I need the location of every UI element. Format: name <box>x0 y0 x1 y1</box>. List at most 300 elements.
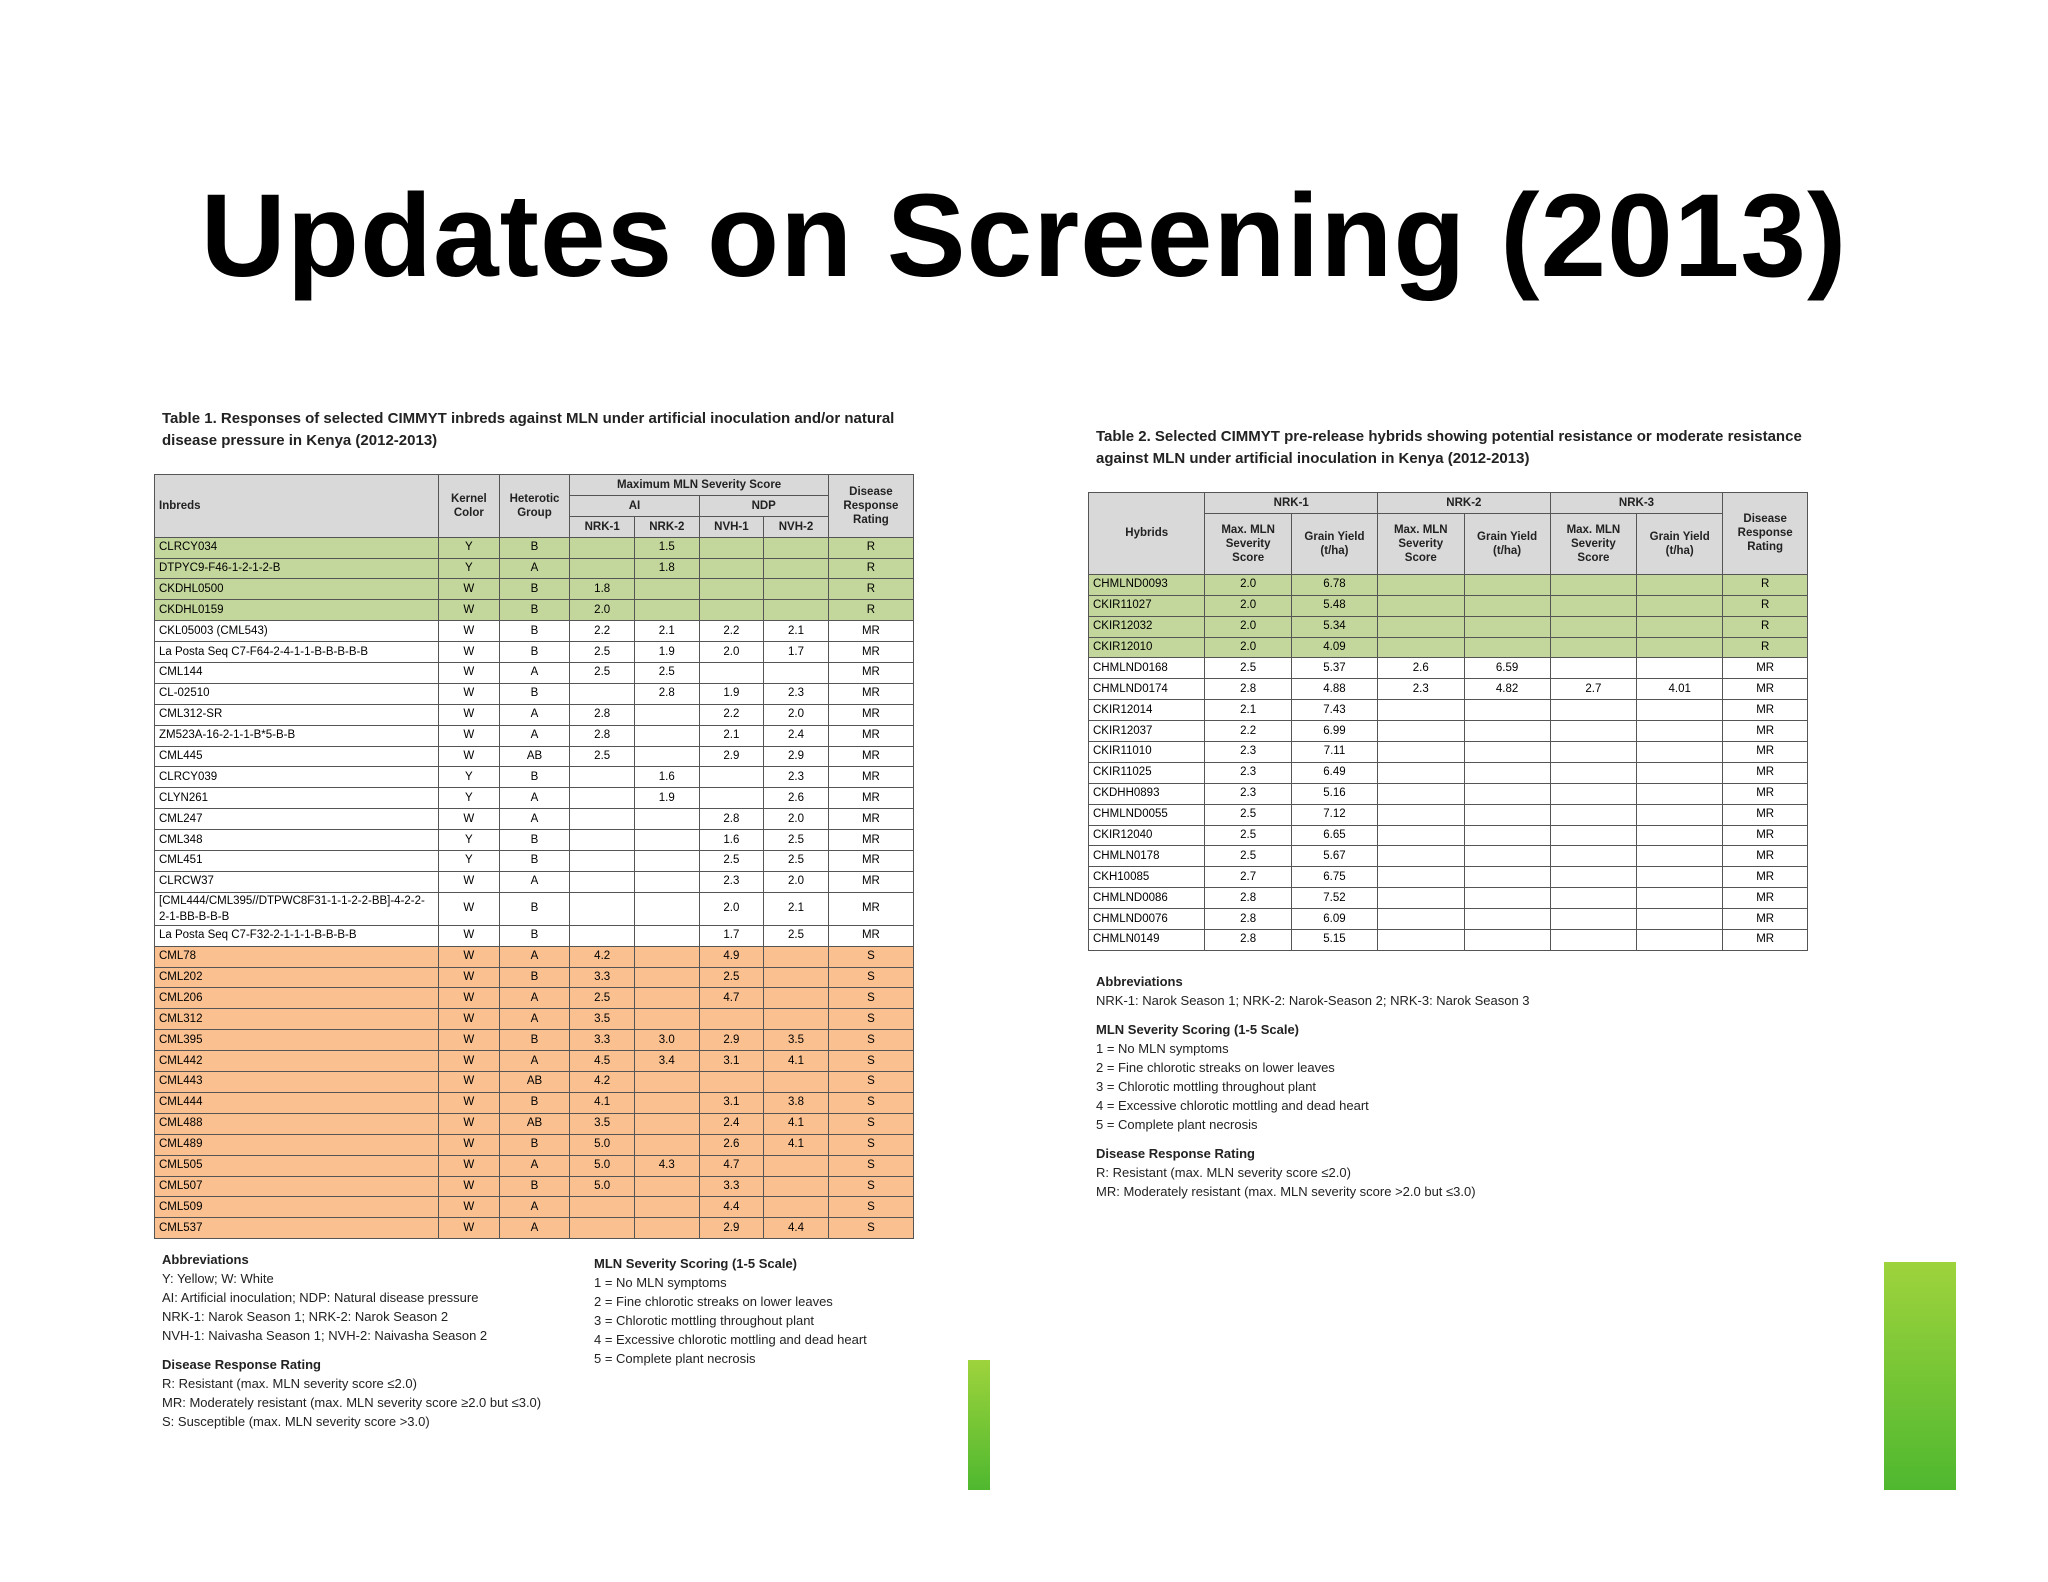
table-cell: S <box>828 1072 913 1093</box>
table-cell: 2.5 <box>1205 658 1291 679</box>
table-row <box>155 1072 914 1093</box>
table-cell <box>764 663 829 684</box>
table-cell: 2.8 <box>1205 930 1291 951</box>
row-label-cell: CML202 <box>155 967 439 988</box>
table-cell: 2.8 <box>699 809 764 830</box>
table-cell <box>570 892 635 925</box>
table-cell: 2.5 <box>570 746 635 767</box>
table-cell <box>699 767 764 788</box>
table-row <box>155 558 914 579</box>
table-cell <box>1378 595 1464 616</box>
table-cell: 2.5 <box>1205 804 1291 825</box>
table-cell: 5.0 <box>570 1134 635 1155</box>
table-cell: 3.5 <box>570 1113 635 1134</box>
table-cell: 7.11 <box>1291 742 1377 763</box>
table-cell: 1.9 <box>699 683 764 704</box>
notes-line: MR: Moderately resistant (max. MLN severity score >2.0 but ≤3.0) <box>1096 1184 1476 1199</box>
table-cell <box>1464 825 1550 846</box>
table-cell <box>1464 804 1550 825</box>
table-cell: S <box>828 1009 913 1030</box>
table-row <box>155 851 914 872</box>
table-cell <box>634 1176 699 1197</box>
table-row <box>1089 637 1808 658</box>
table-cell <box>1378 637 1464 658</box>
table-row <box>155 788 914 809</box>
row-label-cell: CHMLN0178 <box>1089 846 1205 867</box>
table-cell: 2.1 <box>1205 700 1291 721</box>
row-label-cell: CML505 <box>155 1155 439 1176</box>
table-cell: B <box>499 925 570 946</box>
table-cell: 2.1 <box>634 621 699 642</box>
table-cell: 4.01 <box>1637 679 1723 700</box>
table-cell: 4.2 <box>570 1072 635 1093</box>
row-label-cell: CLYN261 <box>155 788 439 809</box>
table-cell: B <box>499 1030 570 1051</box>
table-cell <box>634 1009 699 1030</box>
table-row <box>1089 867 1808 888</box>
table-row <box>155 600 914 621</box>
table-cell: W <box>439 1030 500 1051</box>
table-cell: MR <box>828 892 913 925</box>
table-cell <box>1378 888 1464 909</box>
row-label-cell: CML443 <box>155 1072 439 1093</box>
table-cell: MR <box>1723 804 1808 825</box>
table-cell: A <box>499 704 570 725</box>
notes-heading: Abbreviations <box>1096 974 1183 989</box>
table1-body <box>155 537 914 1239</box>
table-cell: 2.5 <box>634 663 699 684</box>
table-cell: W <box>439 1051 500 1072</box>
row-label-cell: La Posta Seq C7-F64-2-4-1-1-B-B-B-B-B <box>155 642 439 663</box>
table-cell <box>1637 909 1723 930</box>
table2-panel <box>1084 418 1884 1238</box>
table-cell: W <box>439 683 500 704</box>
notes-line: 3 = Chlorotic mottling throughout plant <box>594 1313 815 1328</box>
table-cell: 2.8 <box>570 725 635 746</box>
notes-heading: MLN Severity Scoring (1-5 Scale) <box>1096 1022 1300 1037</box>
notes-line: MR: Moderately resistant (max. MLN severity score ≥2.0 but ≤3.0) <box>162 1395 542 1410</box>
table-cell <box>764 1176 829 1197</box>
table-cell: W <box>439 1134 500 1155</box>
table-cell: 2.7 <box>1550 679 1636 700</box>
table-row <box>1089 700 1808 721</box>
table-row <box>155 946 914 967</box>
table-cell: W <box>439 1092 500 1113</box>
table2-header-nrk3-yield: Grain Yield (t/ha) <box>1637 513 1723 574</box>
table-row <box>1089 742 1808 763</box>
table-cell: 2.0 <box>1205 616 1291 637</box>
table-cell: R <box>1723 637 1808 658</box>
table-cell: 2.0 <box>764 704 829 725</box>
table-cell <box>570 925 635 946</box>
row-label-cell: CML144 <box>155 663 439 684</box>
table-cell: 2.0 <box>1205 637 1291 658</box>
table-cell: S <box>828 1218 913 1239</box>
table-cell <box>1464 867 1550 888</box>
notes-line: NVH-1: Naivasha Season 1; NVH-2: Naivasha Season 2 <box>162 1328 488 1343</box>
row-label-cell: CML348 <box>155 830 439 851</box>
table-row <box>155 1092 914 1113</box>
table-cell: 6.59 <box>1464 658 1550 679</box>
table-cell: B <box>499 892 570 925</box>
table-cell: 5.16 <box>1291 783 1377 804</box>
row-label-cell: CML451 <box>155 851 439 872</box>
table-cell <box>1378 700 1464 721</box>
notes-line: AI: Artificial inoculation; NDP: Natural disease pressure <box>162 1290 479 1305</box>
table-cell: MR <box>1723 888 1808 909</box>
table-cell: 2.4 <box>699 1113 764 1134</box>
row-label-cell: CKIR11025 <box>1089 762 1205 783</box>
table-cell <box>1378 846 1464 867</box>
table-cell: S <box>828 1197 913 1218</box>
table-cell: 5.67 <box>1291 846 1377 867</box>
table-cell <box>764 600 829 621</box>
table1-header-nrk1: NRK-1 <box>570 516 635 537</box>
table-cell <box>764 579 829 600</box>
table-cell: 2.5 <box>699 851 764 872</box>
row-label-cell: CKDHH0893 <box>1089 783 1205 804</box>
row-label-cell: CKIR12037 <box>1089 721 1205 742</box>
table-cell <box>570 809 635 830</box>
table-row <box>155 1176 914 1197</box>
table-cell: W <box>439 1197 500 1218</box>
table-cell <box>570 683 635 704</box>
table-row <box>155 621 914 642</box>
table-cell: 2.5 <box>699 967 764 988</box>
row-label-cell: CML395 <box>155 1030 439 1051</box>
green-accent-right <box>1884 1262 1956 1490</box>
table-cell <box>1464 574 1550 595</box>
table-cell: A <box>499 1197 570 1218</box>
table-row <box>155 663 914 684</box>
table1-notes-right <box>594 1254 934 1368</box>
table-cell: AB <box>499 1113 570 1134</box>
table-cell: Y <box>439 537 500 558</box>
notes-line: 4 = Excessive chlorotic mottling and dead heart <box>1096 1098 1369 1113</box>
notes-heading: Disease Response Rating <box>162 1357 321 1372</box>
table-cell <box>1378 574 1464 595</box>
table-cell: B <box>499 1134 570 1155</box>
table-cell: 4.7 <box>699 988 764 1009</box>
table2-header-hybrids: Hybrids <box>1089 493 1205 575</box>
table-cell: 2.5 <box>1205 846 1291 867</box>
row-label-cell: DTPYC9-F46-1-2-1-2-B <box>155 558 439 579</box>
table-cell <box>570 1218 635 1239</box>
table-cell: 1.8 <box>634 558 699 579</box>
table-cell: 3.1 <box>699 1051 764 1072</box>
table-row <box>1089 616 1808 637</box>
table2-caption: Table 2. Selected CIMMYT pre-release hybrids showing potential resistance or moderate resistance against MLN under artificial inoculation in Kenya (2012-2013) <box>1096 428 1802 467</box>
row-label-cell: CHMLND0174 <box>1089 679 1205 700</box>
table-cell <box>570 558 635 579</box>
table-cell: W <box>439 1218 500 1239</box>
table-cell: W <box>439 967 500 988</box>
table-row <box>155 1009 914 1030</box>
row-label-cell: CLRCY034 <box>155 537 439 558</box>
table-cell <box>1378 825 1464 846</box>
table-cell <box>764 1009 829 1030</box>
table-cell: A <box>499 809 570 830</box>
table-cell <box>764 988 829 1009</box>
table1-header-inbreds: Inbreds <box>155 475 439 538</box>
table-cell <box>634 725 699 746</box>
table-row <box>155 725 914 746</box>
table-cell: MR <box>1723 742 1808 763</box>
table-cell <box>1637 804 1723 825</box>
row-label-cell: CHMLN0149 <box>1089 930 1205 951</box>
table-cell: W <box>439 746 500 767</box>
table-cell: AB <box>499 1072 570 1093</box>
table-cell: W <box>439 1072 500 1093</box>
table-cell: A <box>499 558 570 579</box>
table-cell: 3.3 <box>570 1030 635 1051</box>
table-row <box>1089 658 1808 679</box>
table-cell: S <box>828 946 913 967</box>
table-row <box>155 1051 914 1072</box>
table-cell <box>1637 742 1723 763</box>
table-row <box>1089 595 1808 616</box>
table-cell: 2.0 <box>699 892 764 925</box>
row-label-cell: CKIR12032 <box>1089 616 1205 637</box>
table-cell: 2.1 <box>764 621 829 642</box>
table-row <box>1089 846 1808 867</box>
table-cell: 6.75 <box>1291 867 1377 888</box>
table-cell: 2.2 <box>570 621 635 642</box>
table2-body <box>1089 574 1808 950</box>
table-cell: 2.8 <box>1205 888 1291 909</box>
table-row <box>155 1155 914 1176</box>
table-cell: B <box>499 642 570 663</box>
table-cell: MR <box>828 725 913 746</box>
table-cell: 2.5 <box>570 663 635 684</box>
table-cell <box>634 1072 699 1093</box>
table2-header-nrk3: NRK-3 <box>1550 493 1723 514</box>
table-cell: MR <box>828 830 913 851</box>
row-label-cell: CML507 <box>155 1176 439 1197</box>
table-cell <box>1464 742 1550 763</box>
table-cell: 2.2 <box>699 704 764 725</box>
table-cell: MR <box>828 663 913 684</box>
table-cell <box>634 809 699 830</box>
table-cell: 2.2 <box>699 621 764 642</box>
table-cell: MR <box>828 788 913 809</box>
table-row <box>155 967 914 988</box>
table-cell: W <box>439 946 500 967</box>
table-cell: 2.3 <box>699 871 764 892</box>
table-cell: W <box>439 704 500 725</box>
table-cell: 2.1 <box>699 725 764 746</box>
row-label-cell: CHMLND0055 <box>1089 804 1205 825</box>
table-cell: 3.5 <box>764 1030 829 1051</box>
table-cell: MR <box>1723 679 1808 700</box>
table-cell <box>634 871 699 892</box>
table-cell <box>634 1113 699 1134</box>
table-cell: 3.0 <box>634 1030 699 1051</box>
notes-line: 2 = Fine chlorotic streaks on lower leaves <box>1096 1060 1335 1075</box>
table-cell <box>634 851 699 872</box>
table-cell <box>634 1092 699 1113</box>
row-label-cell: CML312 <box>155 1009 439 1030</box>
table-cell: 4.9 <box>699 946 764 967</box>
table-cell <box>1637 637 1723 658</box>
row-label-cell: CKL05003 (CML543) <box>155 621 439 642</box>
table-cell <box>570 871 635 892</box>
table-cell: 3.3 <box>699 1176 764 1197</box>
row-label-cell: CKIR12010 <box>1089 637 1205 658</box>
table-cell <box>634 967 699 988</box>
table-cell: B <box>499 830 570 851</box>
table-cell: S <box>828 988 913 1009</box>
table-row <box>1089 679 1808 700</box>
row-label-cell: CML78 <box>155 946 439 967</box>
table-cell <box>1550 658 1636 679</box>
row-label-cell: CHMLND0086 <box>1089 888 1205 909</box>
table-cell: A <box>499 788 570 809</box>
table-cell: 5.15 <box>1291 930 1377 951</box>
table2-header-nrk2: NRK-2 <box>1378 493 1551 514</box>
table-cell <box>1550 846 1636 867</box>
table-cell <box>1464 783 1550 804</box>
table2-header-nrk1: NRK-1 <box>1205 493 1378 514</box>
table-cell: 1.6 <box>699 830 764 851</box>
table-cell: 2.5 <box>570 642 635 663</box>
table-row <box>155 537 914 558</box>
table-row <box>1089 783 1808 804</box>
notes-line: NRK-1: Narok Season 1; NRK-2: Narok-Season 2; NRK-3: Narok Season 3 <box>1096 993 1530 1008</box>
table-cell: 2.5 <box>764 925 829 946</box>
table-cell: 2.3 <box>1378 679 1464 700</box>
table-cell <box>699 558 764 579</box>
table-cell <box>1637 616 1723 637</box>
notes-line: S: Susceptible (max. MLN severity score >3.0) <box>162 1414 430 1429</box>
table-cell <box>699 1009 764 1030</box>
table-cell <box>1378 804 1464 825</box>
table-cell <box>1550 909 1636 930</box>
table-cell <box>1464 721 1550 742</box>
table-cell <box>1637 930 1723 951</box>
table-cell: 6.78 <box>1291 574 1377 595</box>
table-cell: 5.34 <box>1291 616 1377 637</box>
notes-line: 1 = No MLN symptoms <box>1096 1041 1229 1056</box>
row-label-cell: CML442 <box>155 1051 439 1072</box>
table-cell <box>1550 574 1636 595</box>
table-cell <box>699 1072 764 1093</box>
table-cell: MR <box>828 925 913 946</box>
table-cell: 4.4 <box>764 1218 829 1239</box>
table-row <box>1089 825 1808 846</box>
table-row <box>155 767 914 788</box>
table-cell: 6.49 <box>1291 762 1377 783</box>
table-cell <box>1637 846 1723 867</box>
table-row <box>155 830 914 851</box>
row-label-cell: CML489 <box>155 1134 439 1155</box>
table-cell: 2.0 <box>570 600 635 621</box>
row-label-cell: CLRCW37 <box>155 871 439 892</box>
slide-title: Updates on Screening (2013) <box>200 170 1848 302</box>
table-cell <box>1378 930 1464 951</box>
row-label-cell: CKIR12040 <box>1089 825 1205 846</box>
table-cell: 4.5 <box>570 1051 635 1072</box>
table-cell <box>1550 867 1636 888</box>
table-cell: 2.9 <box>699 1030 764 1051</box>
table-cell: R <box>828 537 913 558</box>
table1-header-ai: AI <box>570 495 699 516</box>
table1-header-ndp: NDP <box>699 495 828 516</box>
table-cell: 2.8 <box>1205 909 1291 930</box>
table-cell: A <box>499 871 570 892</box>
table-cell <box>1550 637 1636 658</box>
table-cell: W <box>439 809 500 830</box>
table-cell <box>1550 888 1636 909</box>
table-cell: R <box>828 600 913 621</box>
table-cell: B <box>499 683 570 704</box>
table-cell <box>1378 742 1464 763</box>
table-cell: 2.3 <box>764 683 829 704</box>
table-cell <box>1637 700 1723 721</box>
row-label-cell: CKH10085 <box>1089 867 1205 888</box>
table-cell: 1.6 <box>634 767 699 788</box>
notes-line: 1 = No MLN symptoms <box>594 1275 727 1290</box>
notes-line: R: Resistant (max. MLN severity score ≤2.0) <box>162 1376 417 1391</box>
table-cell: S <box>828 967 913 988</box>
table-cell <box>1464 762 1550 783</box>
table-cell: 2.0 <box>764 809 829 830</box>
table-cell: 4.82 <box>1464 679 1550 700</box>
notes-line: 5 = Complete plant necrosis <box>1096 1117 1258 1132</box>
table-cell: R <box>828 579 913 600</box>
table-cell: R <box>828 558 913 579</box>
table-cell: MR <box>1723 762 1808 783</box>
notes-line: R: Resistant (max. MLN severity score ≤2.0) <box>1096 1165 1351 1180</box>
table-cell: 2.8 <box>570 704 635 725</box>
table-cell <box>699 663 764 684</box>
table-cell <box>1637 825 1723 846</box>
table-cell: 7.52 <box>1291 888 1377 909</box>
row-label-cell: CKIR11010 <box>1089 742 1205 763</box>
table-cell <box>634 704 699 725</box>
table-cell <box>1464 637 1550 658</box>
table-cell <box>1464 909 1550 930</box>
table-cell: 7.12 <box>1291 804 1377 825</box>
row-label-cell: CKIR12014 <box>1089 700 1205 721</box>
table-cell <box>570 1197 635 1218</box>
table-cell <box>699 600 764 621</box>
table1-header-nrk2: NRK-2 <box>634 516 699 537</box>
table-cell: MR <box>828 746 913 767</box>
table1-header-max-score: Maximum MLN Severity Score <box>570 475 828 496</box>
table-cell: AB <box>499 746 570 767</box>
table-cell: MR <box>1723 846 1808 867</box>
table-cell: 4.7 <box>699 1155 764 1176</box>
table-row <box>1089 574 1808 595</box>
table-cell <box>1464 930 1550 951</box>
table-cell: Y <box>439 851 500 872</box>
table-cell: S <box>828 1113 913 1134</box>
table-cell: 4.88 <box>1291 679 1377 700</box>
table1-notes-left <box>162 1250 592 1431</box>
row-label-cell: CLRCY039 <box>155 767 439 788</box>
table-row <box>1089 888 1808 909</box>
table-cell <box>1464 888 1550 909</box>
table2-header-nrk1-yield: Grain Yield (t/ha) <box>1291 513 1377 574</box>
table-cell: 3.8 <box>764 1092 829 1113</box>
table-row <box>155 579 914 600</box>
table-cell <box>1464 846 1550 867</box>
table-cell: R <box>1723 574 1808 595</box>
table-row <box>155 704 914 725</box>
table-cell: 4.1 <box>764 1113 829 1134</box>
table-cell: W <box>439 871 500 892</box>
